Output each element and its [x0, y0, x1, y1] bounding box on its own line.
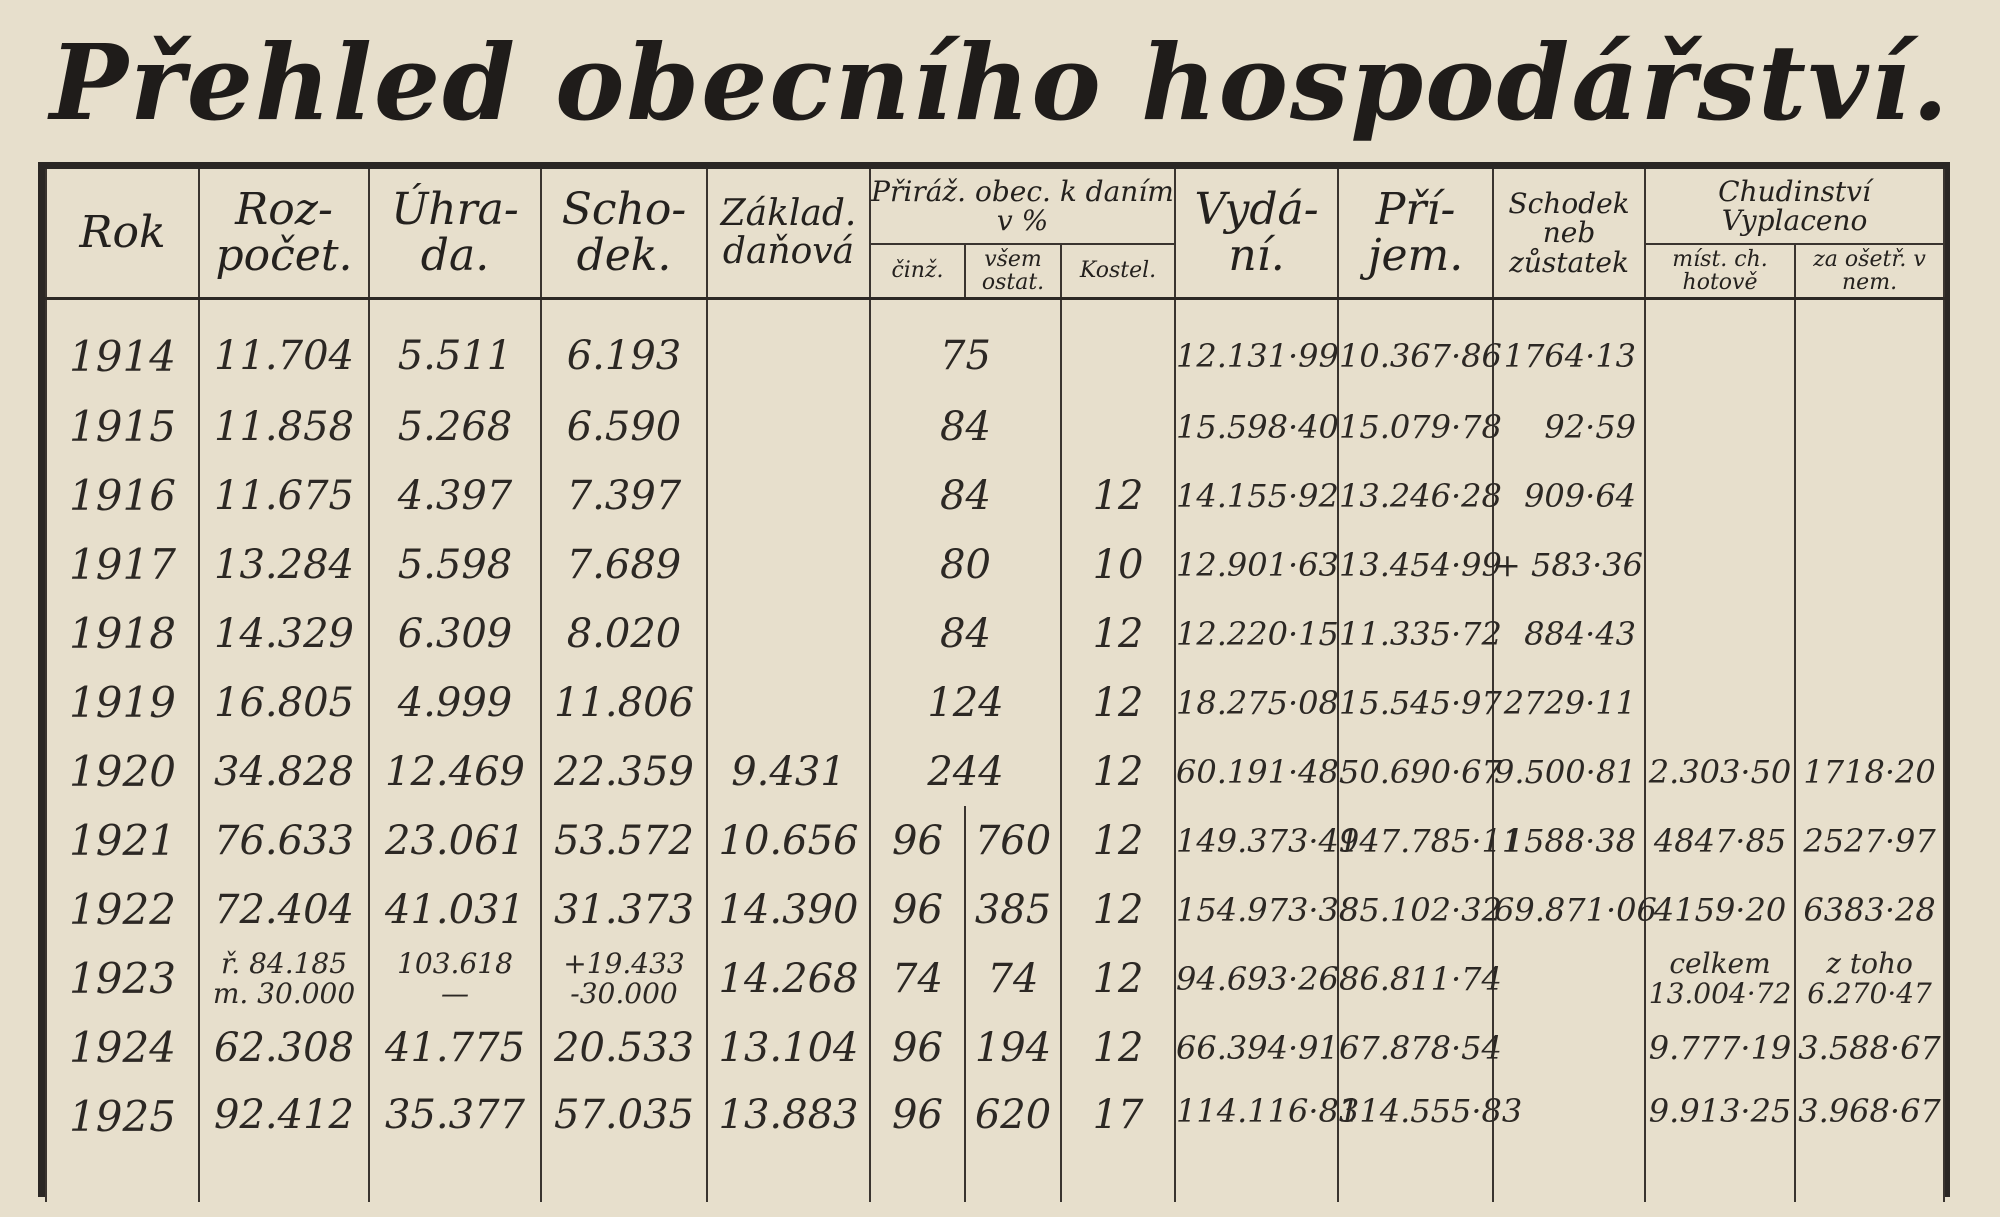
- table-row: [46, 461, 1944, 530]
- cell-prijem: 15.545·97: [1338, 668, 1493, 737]
- cell-priraz-vsem: 385: [965, 875, 1061, 944]
- cell-zaklad: 14.268: [707, 944, 870, 1013]
- cell-zaklad: [707, 299, 870, 393]
- header-zaklad: Základ. daňová: [707, 169, 870, 299]
- cell-priraz: 75: [870, 299, 1061, 393]
- cell-rozpocet-line1: ř. 84.185: [220, 947, 348, 981]
- cell-kostel: 12: [1061, 875, 1175, 944]
- table-row: [46, 668, 1944, 737]
- cell-vydani: 12.901·63: [1175, 530, 1338, 599]
- cell-vydani: 14.155·92: [1175, 461, 1338, 530]
- cell-rok: 1916: [46, 461, 199, 530]
- cell-schodek: 20.533: [541, 1013, 707, 1082]
- cell-rozpocet: [199, 944, 369, 1013]
- cell-oseth: 3.588·67: [1795, 1013, 1944, 1082]
- cell-rok: 1925: [46, 1082, 199, 1202]
- cell-kostel: 12: [1061, 944, 1175, 1013]
- cell-uhrada: 5.268: [369, 392, 541, 461]
- budget-table: [45, 169, 1945, 1202]
- cell-vydani: 154.973·38: [1175, 875, 1338, 944]
- cell-schodek-line1: +19.433: [563, 947, 685, 981]
- cell-rozpocet: 76.633: [199, 806, 369, 875]
- cell-zustatek: 1764·13: [1493, 299, 1645, 393]
- cell-kostel: 12: [1061, 668, 1175, 737]
- cell-hotove: [1645, 944, 1795, 1013]
- cell-oseth: [1795, 530, 1944, 599]
- cell-uhrada: 23.061: [369, 806, 541, 875]
- cell-zustatek: 909·64: [1493, 461, 1645, 530]
- table-row: [46, 1082, 1944, 1202]
- table-row: [46, 299, 1944, 393]
- cell-schodek: 6.590: [541, 392, 707, 461]
- cell-zaklad: 14.390: [707, 875, 870, 944]
- header-chud-oseth: za ošetř. v nem.: [1795, 244, 1944, 299]
- cell-prijem: 13.454·99: [1338, 530, 1493, 599]
- cell-kostel: 12: [1061, 737, 1175, 806]
- cell-rok: 1923: [46, 944, 199, 1013]
- cell-hotove: 9.777·19: [1645, 1013, 1795, 1082]
- cell-rozpocet: 34.828: [199, 737, 369, 806]
- cell-schodek: [541, 944, 707, 1013]
- cell-schodek: 31.373: [541, 875, 707, 944]
- cell-rok: 1919: [46, 668, 199, 737]
- cell-zaklad: [707, 392, 870, 461]
- cell-vydani: 15.598·40: [1175, 392, 1338, 461]
- cell-kostel: 12: [1061, 461, 1175, 530]
- cell-prijem: 114.555·83: [1338, 1082, 1493, 1202]
- cell-zustatek: 1588·38: [1493, 806, 1645, 875]
- cell-zustatek: [1493, 944, 1645, 1013]
- cell-oseth-line1: z toho: [1826, 947, 1913, 981]
- cell-schodek: 6.193: [541, 299, 707, 393]
- cell-uhrada: 4.397: [369, 461, 541, 530]
- header-uhrada: Úhra-da.: [369, 169, 541, 299]
- header-priraz-kostel: Kostel.: [1061, 244, 1175, 299]
- cell-zaklad: 9.431: [707, 737, 870, 806]
- header-rozpocet: Roz-počet.: [199, 169, 369, 299]
- cell-priraz: 84: [870, 461, 1061, 530]
- cell-prijem: 11.335·72: [1338, 599, 1493, 668]
- cell-kostel: 12: [1061, 599, 1175, 668]
- cell-vydani: 12.131·99: [1175, 299, 1338, 393]
- cell-zaklad: [707, 668, 870, 737]
- cell-hotove: 4847·85: [1645, 806, 1795, 875]
- cell-rok: 1915: [46, 392, 199, 461]
- cell-zustatek: 884·43: [1493, 599, 1645, 668]
- cell-zaklad: 13.883: [707, 1082, 870, 1202]
- table-row: [46, 530, 1944, 599]
- cell-oseth-line2: 6.270·47: [1807, 976, 1932, 1010]
- cell-kostel: 10: [1061, 530, 1175, 599]
- cell-zaklad: [707, 530, 870, 599]
- cell-schodek: 53.572: [541, 806, 707, 875]
- cell-kostel: [1061, 392, 1175, 461]
- cell-hotove: 9.913·25: [1645, 1082, 1795, 1202]
- cell-hotove: [1645, 461, 1795, 530]
- cell-priraz-vsem: 620: [965, 1082, 1061, 1202]
- cell-oseth: [1795, 299, 1944, 393]
- cell-hotove: [1645, 530, 1795, 599]
- cell-zaklad: 10.656: [707, 806, 870, 875]
- header-chud-hotove: míst. ch. hotově: [1645, 244, 1795, 299]
- cell-zustatek: 2729·11: [1493, 668, 1645, 737]
- cell-zustatek: 92·59: [1493, 392, 1645, 461]
- cell-priraz-vsem: 760: [965, 806, 1061, 875]
- header-priraz: Přiráž. obec. k daním v %: [870, 169, 1175, 244]
- cell-kostel: 17: [1061, 1082, 1175, 1202]
- cell-oseth: 6383·28: [1795, 875, 1944, 944]
- cell-oseth: 2527·97: [1795, 806, 1944, 875]
- cell-priraz-cinz: 96: [870, 1013, 965, 1082]
- cell-priraz-cinz: 74: [870, 944, 965, 1013]
- cell-priraz-vsem: 74: [965, 944, 1061, 1013]
- cell-vydani: 12.220·15: [1175, 599, 1338, 668]
- cell-rok: 1914: [46, 299, 199, 393]
- cell-vydani: 60.191·48: [1175, 737, 1338, 806]
- cell-priraz-cinz: 96: [870, 875, 965, 944]
- table-row: [46, 1013, 1944, 1082]
- cell-rozpocet: 62.308: [199, 1013, 369, 1082]
- cell-oseth: 1718·20: [1795, 737, 1944, 806]
- cell-rozpocet-line2: m. 30.000: [212, 976, 356, 1010]
- cell-prijem: 50.690·67: [1338, 737, 1493, 806]
- cell-priraz-cinz: 96: [870, 806, 965, 875]
- cell-uhrada: 6.309: [369, 599, 541, 668]
- cell-zustatek: 9.500·81: [1493, 737, 1645, 806]
- cell-rok: 1921: [46, 806, 199, 875]
- cell-zaklad: [707, 599, 870, 668]
- cell-kostel: 12: [1061, 806, 1175, 875]
- cell-rok: 1917: [46, 530, 199, 599]
- header-schodek: Scho-dek.: [541, 169, 707, 299]
- cell-hotove: [1645, 599, 1795, 668]
- cell-prijem: 10.367·86: [1338, 299, 1493, 393]
- cell-prijem: 85.102·32: [1338, 875, 1493, 944]
- cell-prijem: 67.878·54: [1338, 1013, 1493, 1082]
- cell-rozpocet: 14.329: [199, 599, 369, 668]
- cell-uhrada: 5.598: [369, 530, 541, 599]
- cell-hotove: [1645, 668, 1795, 737]
- page-title: Přehled obecního hospodářství.: [49, 21, 1951, 144]
- header-prijem: Pří-jem.: [1338, 169, 1493, 299]
- cell-rozpocet: 16.805: [199, 668, 369, 737]
- cell-zustatek: + 583·36: [1493, 530, 1645, 599]
- cell-zaklad: [707, 461, 870, 530]
- table-row: [46, 875, 1944, 944]
- cell-oseth: [1795, 599, 1944, 668]
- cell-schodek: 7.397: [541, 461, 707, 530]
- header-chudinstvi: Chudinství Vyplaceno: [1645, 169, 1944, 244]
- cell-priraz: 80: [870, 530, 1061, 599]
- cell-uhrada-line1: 103.618: [397, 947, 513, 981]
- cell-hotove: 2.303·50: [1645, 737, 1795, 806]
- cell-priraz: 84: [870, 392, 1061, 461]
- cell-prijem: 86.811·74: [1338, 944, 1493, 1013]
- cell-vydani: 114.116·83: [1175, 1082, 1338, 1202]
- cell-hotove-line1: celkem: [1669, 947, 1771, 981]
- cell-zustatek: 69.871·06: [1493, 875, 1645, 944]
- cell-prijem: 15.079·78: [1338, 392, 1493, 461]
- header-vydani: Vydá-ní.: [1175, 169, 1338, 299]
- cell-rozpocet: 11.675: [199, 461, 369, 530]
- cell-priraz: 244: [870, 737, 1061, 806]
- cell-schodek: 7.689: [541, 530, 707, 599]
- cell-uhrada: 41.031: [369, 875, 541, 944]
- cell-uhrada-line2: —: [441, 976, 469, 1010]
- cell-schodek: 11.806: [541, 668, 707, 737]
- header-priraz-vsem: všem ostat.: [965, 244, 1061, 299]
- cell-oseth: [1795, 461, 1944, 530]
- cell-hotove: [1645, 299, 1795, 393]
- cell-uhrada: 4.999: [369, 668, 541, 737]
- cell-vydani: 18.275·08: [1175, 668, 1338, 737]
- cell-priraz-vsem: 194: [965, 1013, 1061, 1082]
- cell-oseth: [1795, 668, 1944, 737]
- table-row: [46, 806, 1944, 875]
- cell-schodek-line2: -30.000: [570, 976, 678, 1010]
- cell-rok: 1922: [46, 875, 199, 944]
- cell-schodek: 22.359: [541, 737, 707, 806]
- table-row: [46, 737, 1944, 806]
- cell-oseth: [1795, 944, 1944, 1013]
- cell-vydani: 94.693·26: [1175, 944, 1338, 1013]
- header-schodek-zustatek: Schodek neb zůstatek: [1493, 169, 1645, 299]
- table-row: [46, 392, 1944, 461]
- cell-kostel: 12: [1061, 1013, 1175, 1082]
- cell-hotove: 4159·20: [1645, 875, 1795, 944]
- cell-rok: 1920: [46, 737, 199, 806]
- cell-rozpocet: 11.858: [199, 392, 369, 461]
- cell-rozpocet: 13.284: [199, 530, 369, 599]
- cell-kostel: [1061, 299, 1175, 393]
- cell-uhrada: 35.377: [369, 1082, 541, 1202]
- cell-zustatek: [1493, 1013, 1645, 1082]
- cell-schodek: 8.020: [541, 599, 707, 668]
- table-row: [46, 599, 1944, 668]
- cell-priraz: 124: [870, 668, 1061, 737]
- cell-vydani: 66.394·91: [1175, 1013, 1338, 1082]
- cell-uhrada: 5.511: [369, 299, 541, 393]
- cell-rozpocet: 72.404: [199, 875, 369, 944]
- cell-oseth: [1795, 392, 1944, 461]
- cell-rozpocet: 11.704: [199, 299, 369, 393]
- cell-oseth: 3.968·67: [1795, 1082, 1944, 1202]
- cell-prijem: 147.785·11: [1338, 806, 1493, 875]
- cell-hotove-line2: 13.004·72: [1648, 976, 1792, 1010]
- cell-schodek: 57.035: [541, 1082, 707, 1202]
- cell-zaklad: 13.104: [707, 1013, 870, 1082]
- cell-rok: 1924: [46, 1013, 199, 1082]
- cell-rok: 1918: [46, 599, 199, 668]
- header-rok: Rok: [46, 169, 199, 299]
- cell-rozpocet: 92.412: [199, 1082, 369, 1202]
- table-row: [46, 944, 1944, 1013]
- cell-uhrada: 41.775: [369, 1013, 541, 1082]
- cell-hotove: [1645, 392, 1795, 461]
- cell-priraz-cinz: 96: [870, 1082, 965, 1202]
- cell-priraz: 84: [870, 599, 1061, 668]
- cell-prijem: 13.246·28: [1338, 461, 1493, 530]
- cell-vydani: 149.373·49: [1175, 806, 1338, 875]
- cell-uhrada: 12.469: [369, 737, 541, 806]
- header-priraz-cinz: činž.: [870, 244, 965, 299]
- cell-uhrada: [369, 944, 541, 1013]
